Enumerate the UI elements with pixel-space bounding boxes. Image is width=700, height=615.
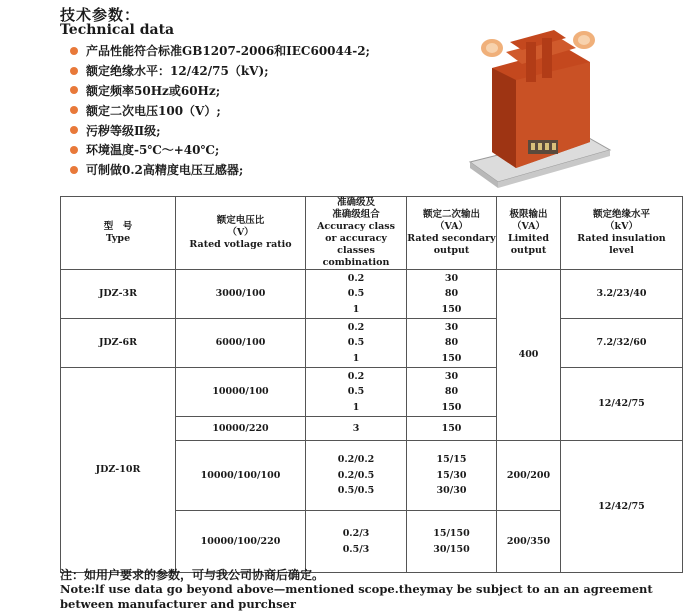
feature-item — [70, 61, 370, 81]
accuracy-cell: 0.2 0.5 1 — [306, 270, 407, 319]
feature-text: 额定频率50Hz或60Hz; — [86, 83, 221, 98]
header-rated-voltage-ratio: 额定电压比 （V） Rated votlage ratio — [176, 197, 306, 270]
output-cell: 15/150 30/150 — [407, 511, 497, 573]
bullet-icon — [70, 106, 78, 114]
ratio-cell: 10000/100 — [176, 368, 306, 417]
bullet-icon — [70, 126, 78, 134]
feature-item — [70, 140, 370, 160]
model-cell: JDZ-6R — [61, 319, 176, 368]
model-cell: JDZ-10R — [61, 368, 176, 573]
table-row — [61, 368, 683, 417]
table-header-row — [61, 197, 683, 270]
accuracy-cell: 0.2/0.2 0.2/0.5 0.5/0.5 — [306, 441, 407, 511]
bullet-icon — [70, 47, 78, 55]
feature-text: 环境温度-5℃～+40℃; — [86, 143, 220, 158]
spec-table — [60, 196, 683, 573]
output-cell: 15/15 15/30 30/30 — [407, 441, 497, 511]
insulation-cell: 12/42/75 — [561, 368, 683, 441]
insulation-cell: 12/42/75 — [561, 441, 683, 573]
feature-text: 产品性能符合标准GB1207-2006和IEC60044-2; — [86, 44, 370, 59]
feature-text: 额定绝缘水平：12/42/75（kV); — [86, 64, 269, 79]
table-row — [61, 319, 683, 368]
feature-text: 污秽等级Ⅱ级; — [86, 123, 161, 138]
header-limited-output: 极限输出 （VA） Limited output — [497, 197, 561, 270]
note-en: Note:lf use data go beyond above—mentioned scope.theymay be subject to an an agreement between manufacturer and purchser — [60, 582, 653, 611]
feature-item — [70, 120, 370, 140]
output-cell: 30 80 150 — [407, 319, 497, 368]
feature-item — [70, 41, 370, 61]
output-cell: 150 — [407, 417, 497, 441]
ratio-cell: 10000/100/100 — [176, 441, 306, 511]
ratio-cell: 3000/100 — [176, 270, 306, 319]
output-cell: 30 80 150 — [407, 270, 497, 319]
ratio-cell: 6000/100 — [176, 319, 306, 368]
ratio-cell: 10000/220 — [176, 417, 306, 441]
feature-text: 额定二次电压100（V）; — [86, 103, 221, 118]
feature-item — [70, 160, 370, 180]
table-row — [61, 270, 683, 319]
feature-item — [70, 100, 370, 120]
header-rated-secondary-output: 额定二次输出 （VA） Rated secondary output — [407, 197, 497, 270]
section-title-en: Technical data — [60, 22, 175, 38]
bullet-icon — [70, 146, 78, 154]
bullet-icon — [70, 67, 78, 75]
feature-list — [70, 41, 370, 180]
insulation-cell: 3.2/23/40 — [561, 270, 683, 319]
accuracy-cell: 3 — [306, 417, 407, 441]
insulation-cell: 7.2/32/60 — [561, 319, 683, 368]
bullet-icon — [70, 166, 78, 174]
limited-output-cell: 200/200 — [497, 441, 561, 511]
transformer-product-image — [462, 22, 612, 194]
header-type: 型 号 Type — [61, 197, 176, 270]
accuracy-cell: 0.2 0.5 1 — [306, 368, 407, 417]
note-cn: 注：如用户要求的参数，可与我公司协商后确定。 — [60, 568, 325, 582]
ratio-cell: 10000/100/220 — [176, 511, 306, 573]
feature-text: 可制做0.2高精度电压互感器; — [86, 163, 244, 178]
limited-output-cell: 400 — [497, 270, 561, 441]
limited-output-cell: 200/350 — [497, 511, 561, 573]
accuracy-cell: 0.2/3 0.5/3 — [306, 511, 407, 573]
header-rated-insulation-level: 额定绝缘水平 （kV） Rated insulation level — [561, 197, 683, 270]
feature-item — [70, 81, 370, 101]
output-cell: 30 80 150 — [407, 368, 497, 417]
bullet-icon — [70, 86, 78, 94]
accuracy-cell: 0.2 0.5 1 — [306, 319, 407, 368]
section-title-cn: 技术参数： — [60, 6, 141, 24]
model-cell: JDZ-3R — [61, 270, 176, 319]
header-accuracy-class: 准确级及 准确级组合 Accuracy class or accuracy classes combination — [306, 197, 407, 270]
